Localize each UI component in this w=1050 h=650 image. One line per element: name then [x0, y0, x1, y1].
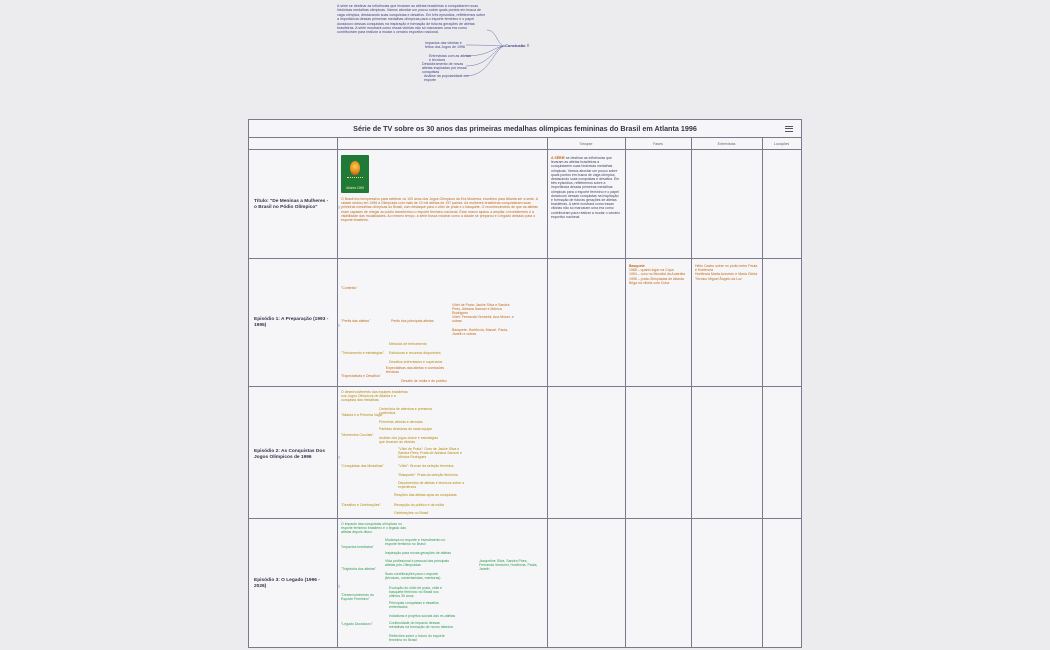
ep2-node-volei-praia[interactable]: "Vôlei de Praia": Ouro de Jackie Silva e Sandra Pires; Prata de Adriana Samuel e Mônica Rodrigues	[398, 447, 463, 460]
ep3-node-reflexoes[interactable]: Reflexões sobre o futuro do esporte feminino no Brasil	[389, 634, 445, 643]
grid-divider	[625, 138, 626, 647]
ep2-node-reacoes[interactable]: Reações das atletas após as conquistas	[394, 493, 457, 497]
more-dots-icon[interactable]: ⠿	[526, 43, 530, 48]
series-board[interactable]	[248, 119, 802, 648]
ep2-node-analise[interactable]: Análise dos jogos-chave e estratégias que levaram às vitórias	[379, 436, 438, 445]
ep2-node-intro[interactable]: O desenvolvimento das equipes brasileiras nos Jogos Olímpicos de Atlanta e a conquista das medalhas	[341, 390, 408, 403]
board-title[interactable]	[249, 120, 801, 138]
row-divider	[249, 386, 801, 387]
row-label-text: Título: "De Meninas a Mulheres - o Brasil no Pódio Olímpico"	[254, 199, 329, 210]
row-label-title[interactable]	[254, 199, 340, 211]
ep2-node-primeiras-vitorias[interactable]: Primeiras vitórias e derrotas	[379, 420, 423, 424]
sinopse-text: se destinar as influências que levaram as atletas brasileiras a conquistarem suas históricas medalhas olímpicas. Vamos abordar um pouco sobre quais pontos em busca de vaga olímpica, destacando suas conquistas e desafios. Em três episódios, refletiremos sobre a importância dessas primeiras medalhas olímpicas para o esporte feminino e o papel duradouro dessas conquistas na inspiração e formação de futuras gerações de atletas brasileiras. A série mostrará como essas vitórias não só marcaram uma era como contribuíram para realizar a mudar o cenário esportivo nacional.	[551, 156, 621, 219]
ep3-node-inspiracao[interactable]: Inspiração para novas gerações de atletas	[385, 551, 451, 555]
title-row-description[interactable]: O Brasil era inexpressivo para celebrar os 100 anos dos Jogos Olímpicos da Era Moderna, escolheu para Atlanta ser a sede. A cidade sediou em 1996 a Olimpíada com mais de 10 mil atletas de 197 países. As mulheres brasileiras conquistaram suas primeiras medalhas olímpicas do Brasil, com destaque para o vôlei de praia e o basquete. O reconhecimento de que as atletas eram capazes de chegar ao pódio transformou o esporte feminino nacional. Esse marco ajudou a ampliar o investimento e a visibilidade das modalidades. Ao mesmo tempo, a série busca mostrar como a cidade se preparou e o legado deixado para o esporte brasileiro.	[341, 197, 538, 223]
ep2-node-celebracoes[interactable]: Celebrações no Brasil	[394, 511, 429, 515]
top-branch-3[interactable]: Desdobramento de novas atletas inspiradas por essas conquistas	[422, 62, 467, 75]
top-map-center-label: Conclusão	[505, 43, 526, 48]
column-header-content[interactable]	[337, 138, 547, 150]
column-header-rows[interactable]	[249, 138, 337, 150]
grid-divider	[691, 138, 692, 647]
top-branch-2[interactable]: Entrevistas com as atletas e técnicos	[429, 54, 471, 63]
row-label-text: Episódio 2: As Conquistas Dos Jogos Olímpicos de 1996	[254, 449, 325, 460]
ep1-node-midia[interactable]: Desafio de mídia e de público	[401, 379, 448, 383]
ep2-node-desafios[interactable]: "Desafios e Celebrações"	[341, 503, 381, 507]
logo-brand-text: Atlanta 1996	[346, 186, 364, 190]
row-label-episode-1[interactable]	[254, 317, 340, 329]
ep3-node-evolucao[interactable]: Evolução do vôlei de praia, vôlei e basquete feminino no Brasil nos últimos 30 anos	[389, 586, 443, 599]
ep2-node-momentos[interactable]: "Momentos Cruciais"	[341, 433, 374, 437]
more-dots-icon[interactable]: ⠿	[337, 583, 340, 589]
ep3-node-iniciativas[interactable]: Iniciativas e projetos sociais das ex-atletas	[389, 614, 456, 618]
row-label-episode-3[interactable]	[254, 578, 340, 590]
ep1-node-contexto[interactable]: "Contexto"	[341, 286, 358, 290]
ep2-node-atlanta[interactable]: "Atlanta e a Primeira Vaga"	[341, 413, 384, 417]
ep3-node-continuidade[interactable]: Continuidade do impacto dessas medalhas na formação de novos talentos	[389, 621, 454, 630]
ep1-node-perfis-principais[interactable]: Perfis dos principais atletas	[391, 319, 434, 323]
ep1-node-estruturas[interactable]: Estruturas e recursos disponíveis	[389, 351, 441, 355]
ep1-node-volei-praia[interactable]: Vôlei de Praia: Jackie Silva e Sandra Pires, Adriana Samuel e Mônica Rodrigues	[452, 303, 510, 316]
ep3-node-legado[interactable]: "Legado Duradouro"	[341, 622, 373, 626]
ep3-node-mudanca[interactable]: Mudança no esporte e investimento no esporte feminino no Brasil	[385, 538, 446, 547]
ep1-node-expectativas-atletas[interactable]: Expectativas das atletas e comissões técnicas	[386, 366, 445, 375]
ep2-node-recepcao[interactable]: Recepção do público e da mídia	[394, 503, 445, 507]
torch-flame-icon	[350, 161, 360, 175]
grid-divider	[762, 138, 763, 647]
ep1-node-treinamento[interactable]: "Treinamento e estratégias"	[341, 351, 385, 355]
ep3-node-impactos[interactable]: "Impactos Imediatos"	[341, 545, 374, 549]
top-branch-4[interactable]: Análise da popularidade em esporte	[424, 74, 469, 83]
ep3-node-principais-conquistas[interactable]: Principais conquistas e desafios enfrentados	[389, 601, 439, 610]
ep3-node-atletas-lista[interactable]: Jacqueline Silva, Sandra Pires, Fernanda Venturini, Hortência, Paula, Janeth	[479, 559, 538, 572]
ep1-node-volei[interactable]: Vôlei: Fernanda Venturini, Ana Moser, e outras	[452, 315, 514, 324]
column-header-entrevistas[interactable]: Entrevistas	[691, 138, 762, 150]
ep2-node-basquete[interactable]: "Basquete": Prata da seleção feminina	[398, 473, 458, 477]
top-intro-note[interactable]: A série se destinar as influências que levaram as atletas brasileiras a conquistarem suas históricas medalhas olímpicas. Vamos abordar um pouco sobre quais pontos em busca de vaga olímpica, destacando suas conquistas e desafios. Em três episódios, refletiremos sobre a importância dessas primeiras medalhas olímpicas para o esporte feminino e o papel duradouro dessas conquistas na inspiração e formação de futuras gerações de atletas brasileiras. A série mostrará como essas vitórias não só marcaram uma era como contribuíram para realizar a mudar o cenário esportivo nacional.	[337, 4, 486, 35]
column-header-locacoes[interactable]: Locações	[762, 138, 801, 150]
top-map-center-node[interactable]	[505, 43, 530, 48]
grid-divider	[547, 138, 548, 647]
ep2-node-depoimentos[interactable]: Depoimentos de atletas e técnicos sobre a experiência	[398, 481, 465, 490]
olympic-rings-icon	[347, 177, 363, 181]
column-header-sinopse[interactable]: Sinopse	[547, 138, 625, 150]
ep2-node-partidas[interactable]: Partidas decisivas de cada equipe	[379, 427, 433, 431]
fases-cell[interactable]	[629, 264, 689, 285]
ep2-node-conquistas[interactable]: "Conquistas das Medalhas"	[341, 464, 384, 468]
grid-divider	[337, 138, 338, 647]
board-menu-icon[interactable]	[785, 124, 793, 132]
board-title-text: Série de TV sobre os 30 anos das primeiras medalhas olímpicas femininas do Brasil em Atlanta 1996	[353, 124, 697, 133]
ep1-node-expectativas[interactable]: "Expectativas e Desafios"	[341, 374, 381, 378]
column-header-fases[interactable]: Fases	[625, 138, 691, 150]
more-dots-icon[interactable]: ⠿	[337, 322, 340, 328]
row-label-text: Episódio 3: O Legado (1996 - 2026)	[254, 578, 320, 589]
row-label-text: Episódio 1: A Preparação (1993 - 1995)	[254, 317, 329, 328]
row-divider	[249, 258, 801, 259]
ep2-node-volei[interactable]: "Vôlei": Bronze da seleção feminina	[398, 464, 454, 468]
row-divider	[249, 518, 801, 519]
ep3-node-desenvolvimento[interactable]: "Desenvolvimento do Esporte Feminino"	[341, 593, 374, 602]
ep3-node-intro[interactable]: O impacto das conquistas olímpicas no esporte feminino brasileiro e o legado das atletas depois disso.	[341, 522, 406, 535]
ep3-node-trajetoria[interactable]: "Trajetória dos atletas"	[341, 567, 377, 571]
more-dots-icon[interactable]: ⠿	[337, 454, 340, 460]
ep3-node-vida-profissional[interactable]: Vida profissional e pessoal das principais atletas pós-Olimpíadas	[385, 559, 449, 568]
top-branch-1[interactable]: Impactos das vitórias e feitos dos Jogos de 1996	[425, 41, 465, 50]
more-dots-icon[interactable]: ⠿	[337, 204, 340, 210]
atlanta-1996-logo[interactable]	[341, 155, 369, 193]
entrevistas-cell[interactable]: Hélio Castro sobre no pódio entre Paula e Hortência Hortência Marta Azevedo e Maria Glória Técnico Miguel Ângelo da Luz	[695, 264, 758, 281]
ep1-node-desafios[interactable]: Desafios enfrentados e superados	[389, 360, 443, 364]
ep2-node-cerimonia[interactable]: Cerimônia de abertura e primeiros confrontos	[379, 407, 433, 416]
sinopse-cell[interactable]	[551, 156, 621, 219]
fases-title: Basquete	[629, 264, 645, 268]
row-label-episode-2[interactable]	[254, 449, 340, 461]
sinopse-title: A SÉRIE	[551, 156, 565, 160]
ep1-node-metodos[interactable]: Métodos de treinamento	[389, 342, 427, 346]
ep3-node-contribuicoes[interactable]: Suas contribuições para o esporte (técnicas, comentaristas, mentoras)	[385, 572, 441, 581]
fases-text: 1988 – quarto lugar na Copa 1994 – ouro no Mundial da Austrália 1996 – prata Olimpíadas de Atlanta Briga na vitória com Cuba	[629, 268, 686, 285]
ep1-node-perfis[interactable]: "Perfis das atletas"	[341, 319, 371, 323]
ep1-node-basquete[interactable]: Basquete: Hortência, Marcel, Paula, Janeth e outras	[452, 328, 509, 337]
